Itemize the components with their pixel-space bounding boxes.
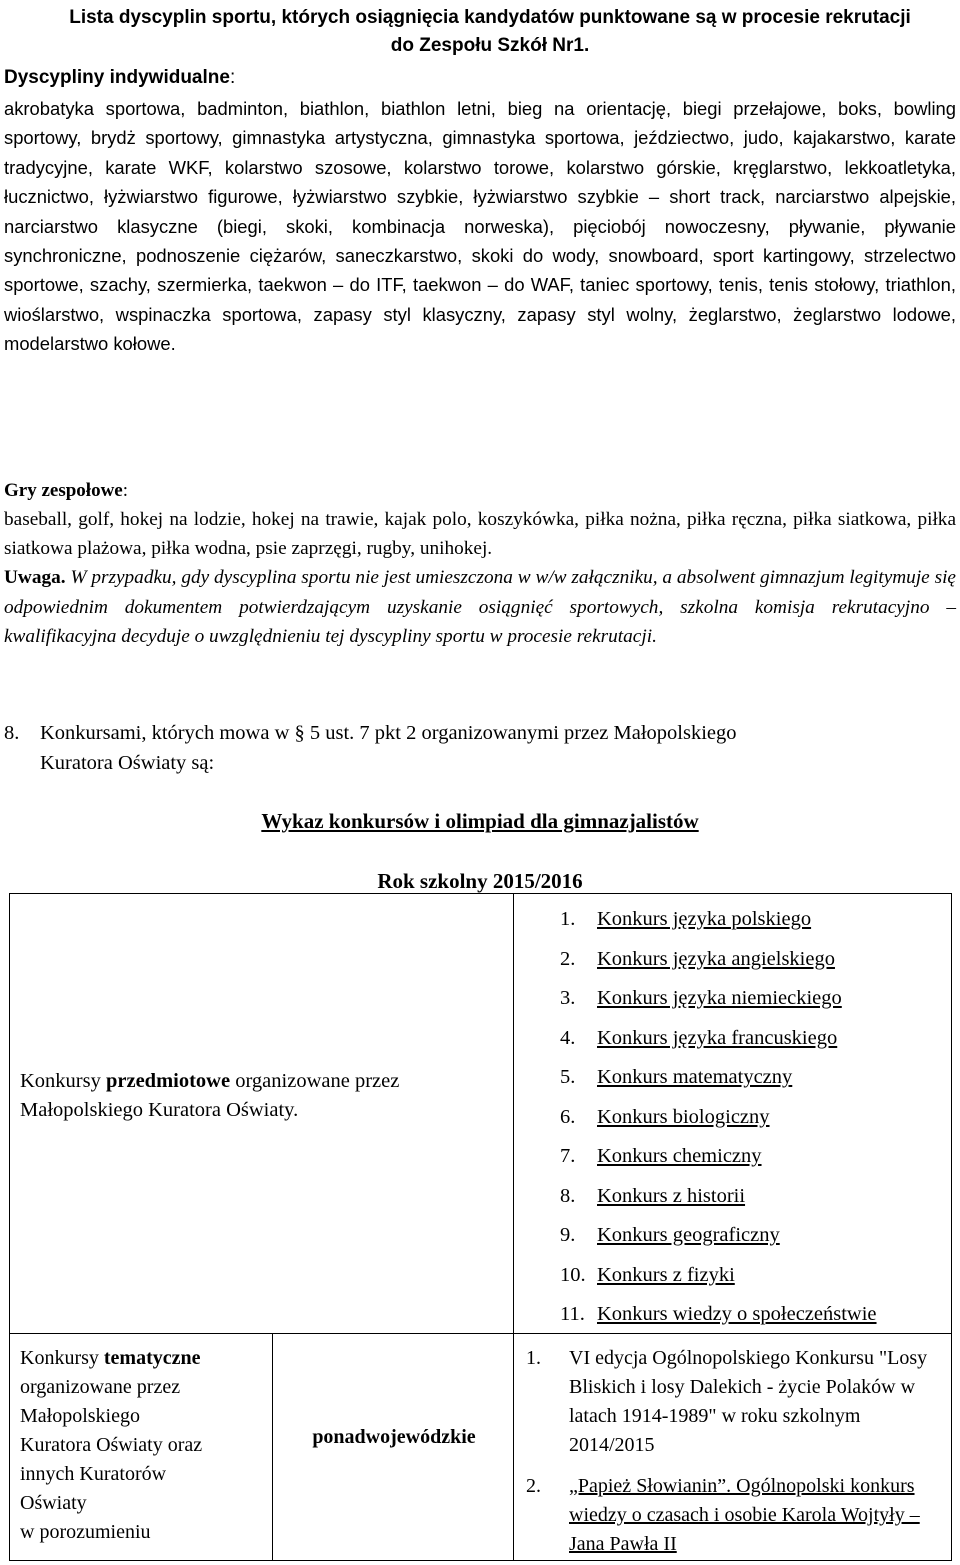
- subject-competitions-list: [560, 905, 877, 1340]
- thematic-desc-line: w porozumieniu: [20, 1521, 151, 1543]
- note-label: Uwaga.: [4, 567, 66, 589]
- list-item-number: 9.: [560, 1224, 576, 1246]
- point-8-line-1-text: Konkursami, których mowa w § 5 ust. 7 pkt 2 organizowanymi przez Małopolskiego: [40, 722, 737, 744]
- team-heading-colon: :: [122, 480, 129, 501]
- subject-desc-pre: Konkursy: [20, 1070, 106, 1092]
- list-item: [560, 1063, 877, 1103]
- competitions-table: [9, 893, 952, 1561]
- list-item: [526, 1344, 946, 1460]
- thematic-description: [20, 1344, 202, 1547]
- thematic-competitions-list: [526, 1344, 946, 1559]
- list-item: [560, 1261, 877, 1301]
- document-title: Lista dyscyplin sportu, których osiągnięcia kandydatów punktowane są w procesie rekrutacji do Zespołu Szkół Nr1.: [69, 7, 911, 56]
- list-item: [560, 1103, 877, 1143]
- list-item-number: 6.: [560, 1105, 576, 1128]
- list-item: [560, 905, 877, 945]
- thematic-description-cell: [9, 1333, 273, 1561]
- team-disciplines-text: baseball, golf, hokej na lodzie, hokej na trawie, kajak polo, koszykówka, piłka nożna, piłka ręczna, piłka siatkowa, piłka siatkowa plażowa, piłka wodna, psie zaprzęgi, rugby, unihokej.: [4, 509, 956, 560]
- individual-heading-colon: :: [229, 67, 236, 88]
- list-item-number: 2.: [526, 1475, 541, 1497]
- list-item-link[interactable]: Konkurs geograficzny: [597, 1224, 780, 1246]
- list-item-number: 11.: [560, 1303, 585, 1325]
- list-item: [560, 984, 877, 1024]
- subject-description: [20, 1067, 399, 1125]
- list-item-number: 3.: [560, 987, 576, 1009]
- list-item-link[interactable]: Konkurs matematyczny: [597, 1066, 793, 1088]
- subject-description-cell: [9, 893, 514, 1334]
- individual-disciplines-text: akrobatyka sportowa, badminton, biathlon, biathlon letni, bieg na orientację, biegi przełajowe, boks, bowling sportowy, brydż sportowy, gimnastyka artystyczna, gimnastyka sportowa, jeździectwo, judo, kajakarstwo, karate tradycyjne, karate WKF, kolarstwo szosowe, kolarstwo torowe, kolarstwo górskie, kręglarstwo, lekkoatletyka, łucznictwo, łyżwiarstwo figurowe, łyżwiarstwo szybkie, łyżwiarstwo szybkie – short track, narciarstwo alpejskie, narciarstwo klasyczne (biegi, skoki, kombinacja norweska), pięciobój nowoczesny, pływanie, pływanie synchroniczne, podnoszenie ciężarów, saneczkarstwo, skoki do wody, snowboard, sport kartingowy, strzelectwo sportowe, szachy, szermierka, taekwon – do ITF, taekwon – do WAF, taniec sportowy, tenis, tenis stołowy, triathlon, wioślarstwo, wspinaczka sportowa, zapasy styl klasyczny, zapasy styl wolny, żeglarstwo, żeglarstwo lodowe, modelarstwo kołowe.: [4, 98, 956, 355]
- list-item-number: 10.: [560, 1263, 586, 1286]
- thematic-desc-bold: tematyczne: [103, 1347, 201, 1369]
- list-item-link[interactable]: Konkurs języka polskiego: [597, 908, 812, 930]
- thematic-level: ponadwojewódzkie: [312, 1426, 476, 1448]
- thematic-desc-line: innych Kuratorów: [20, 1463, 167, 1485]
- thematic-level-cell: [272, 1333, 514, 1561]
- list-item-number: 1.: [526, 1347, 541, 1369]
- thematic-desc-pre: Konkursy: [20, 1347, 104, 1369]
- list-item: [526, 1472, 946, 1559]
- thematic-desc-line: Małopolskiego: [20, 1405, 140, 1427]
- list-item-link[interactable]: Konkurs wiedzy o społeczeństwie: [597, 1303, 877, 1325]
- list-item-link[interactable]: „Papież Słowianin”. Ogólnopolski konkurs wiedzy o czasach i osobie Karola Wojtyły – Jana Pawła II: [569, 1475, 920, 1555]
- list-item: [560, 945, 877, 985]
- list-item-link[interactable]: Konkurs języka niemieckiego: [597, 987, 842, 1009]
- note-text: W przypadku, gdy dyscyplina sportu nie jest umieszczona w w/w załączniku, a absolwent gimnazjum legitymuje się odpowiednim dokumentem potwierdzającym uzyskanie osiągnięć sportowych, szkolna komisja rekrutacyjno – kwalifikacyjna decyduje o uwzględnieniu tej dyscypliny sportu w procesie rekrutacji.: [4, 567, 956, 647]
- list-item-link[interactable]: Konkurs chemiczny: [597, 1145, 762, 1167]
- point-8-number: 8.: [4, 722, 20, 744]
- list-item-link[interactable]: Konkurs z fizyki: [597, 1263, 735, 1286]
- point-8-line-1: [4, 718, 956, 748]
- point-8-paragraph: [4, 718, 956, 778]
- list-item-link[interactable]: Konkurs z historii: [597, 1184, 746, 1207]
- thematic-desc-line: Kuratora Oświaty oraz: [20, 1434, 203, 1456]
- point-8-line-2: Kuratora Oświaty są:: [40, 752, 215, 774]
- subject-list-cell: [513, 893, 952, 1334]
- list-item-number: 2.: [560, 947, 576, 970]
- subject-desc-line-2: Małopolskiego Kuratora Oświaty.: [20, 1099, 299, 1121]
- subject-desc-bold: przedmiotowe: [105, 1070, 231, 1092]
- team-heading: [4, 477, 128, 505]
- section-title: [0, 806, 960, 836]
- thematic-desc-line: organizowane przez: [20, 1376, 181, 1398]
- list-item: [560, 1024, 877, 1064]
- team-disciplines-block: [4, 505, 956, 651]
- list-item-number: 1.: [560, 908, 576, 930]
- list-item-link[interactable]: Konkurs języka francuskiego: [597, 1026, 838, 1049]
- list-item-number: 7.: [560, 1145, 576, 1167]
- thematic-desc-line: Oświaty: [20, 1492, 87, 1514]
- list-item-text: VI edycja Ogólnopolskiego Konkursu "Losy Bliskich i losy Dalekich - życie Polaków w latach 1914-1989" w roku szkolnym 2014/2015: [569, 1347, 928, 1456]
- list-item: [560, 1182, 877, 1222]
- thematic-list-cell: [513, 1333, 952, 1561]
- list-item-number: 8.: [560, 1184, 576, 1207]
- subject-desc-post: organizowane przez: [230, 1070, 400, 1092]
- list-item: [560, 1142, 877, 1182]
- list-item-number: 5.: [560, 1066, 576, 1088]
- individual-heading-label: Dyscypliny indywidualne: [4, 67, 230, 88]
- section-title-text: Wykaz konkursów i olimpiad dla gimnazjalistów: [261, 809, 699, 833]
- list-item: [560, 1221, 877, 1261]
- list-item-number: 4.: [560, 1026, 576, 1049]
- team-heading-label: Gry zespołowe: [4, 480, 123, 501]
- list-item-link[interactable]: Konkurs biologiczny: [597, 1105, 770, 1128]
- list-item-link[interactable]: Konkurs języka angielskiego: [597, 947, 835, 970]
- individual-heading: [4, 64, 235, 92]
- year-title: Rok szkolny 2015/2016: [377, 869, 583, 893]
